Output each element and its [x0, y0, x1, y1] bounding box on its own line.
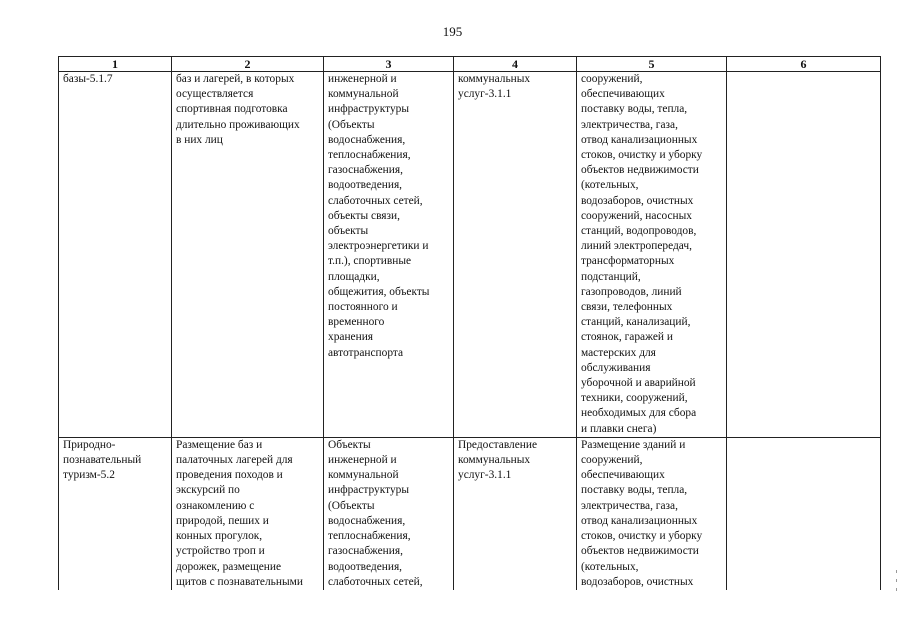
cell-text: баз и лагерей, в которых осуществляется спортивная подготовка длительно проживающих в них лиц	[176, 73, 300, 146]
table-cell	[727, 437, 881, 590]
column-header: 3	[324, 57, 454, 72]
column-header: 6	[727, 57, 881, 72]
cell-text: Размещение баз и палаточных лагерей для проведения походов и экскурсий по ознакомлению с природой, пеших и конных прогулок, устройство троп и дорожек, размещение щитов с познавательными	[176, 438, 303, 588]
table-row	[59, 72, 881, 438]
table-row	[59, 437, 881, 590]
table-header-row	[59, 57, 881, 72]
table-cell	[577, 437, 727, 590]
table-cell	[577, 72, 727, 438]
table-cell	[172, 72, 324, 438]
scan-margin-marks	[893, 570, 899, 597]
cell-text: Предоставление коммунальных услуг-3.1.1	[458, 438, 538, 482]
table-cell	[324, 72, 454, 438]
scan-mark	[896, 570, 897, 573]
cell-text: коммунальных услуг-3.1.1	[458, 73, 531, 101]
table-cell	[59, 72, 172, 438]
document-table	[58, 56, 881, 590]
scan-mark	[896, 588, 897, 591]
cell-text: Размещение зданий и сооружений, обеспечивающих поставку воды, тепла, электричества, газа, отвод канализационных стоков, очистку и уборку объектов недвижимости (котельных, водозаборов, очистных	[581, 438, 703, 588]
cell-text: Объекты инженерной и коммунальной инфраструктуры (Объекты водоснабжения, теплоснабжения, газоснабжения, водоотведения, слаботочных сетей,	[328, 438, 423, 588]
table-cell	[454, 72, 577, 438]
cell-text: сооружений, обеспечивающих поставку воды, тепла, электричества, газа, отвод канализационных стоков, очистку и уборку объектов недвижимости (котельных, водозаборов, очистных сооружений, насосных станций, водопроводов, линий электропередач, трансформаторных подстанций, газопроводов, линий связи, телефонных станций, канализаций, стоянок, гаражей и мастерских для обслуживания уборочной и аварийной техники, сооружений, необходимых для сбора и плавки снега)	[581, 73, 703, 435]
page-number: 195	[442, 24, 463, 39]
table-cell	[172, 437, 324, 590]
table-cell	[59, 437, 172, 590]
column-header: 2	[172, 57, 324, 72]
column-header: 1	[59, 57, 172, 72]
cell-text: Природно- познавательный туризм-5.2	[63, 438, 142, 482]
cell-text: инженерной и коммунальной инфраструктуры (Объекты водоснабжения, теплоснабжения, газоснабжения, водоотведения, слаботочных сетей, объекты связи, объекты электроэнергетики и т.п.), спортивные площадки, общежития, объекты постоянного и временного хранения автотранспорта	[328, 73, 430, 359]
column-header: 4	[454, 57, 577, 72]
table-cell	[727, 72, 881, 438]
cell-text: базы-5.1.7	[63, 73, 113, 85]
scan-mark	[896, 579, 897, 582]
column-header: 5	[577, 57, 727, 72]
table-cell	[454, 437, 577, 590]
table-cell	[324, 437, 454, 590]
